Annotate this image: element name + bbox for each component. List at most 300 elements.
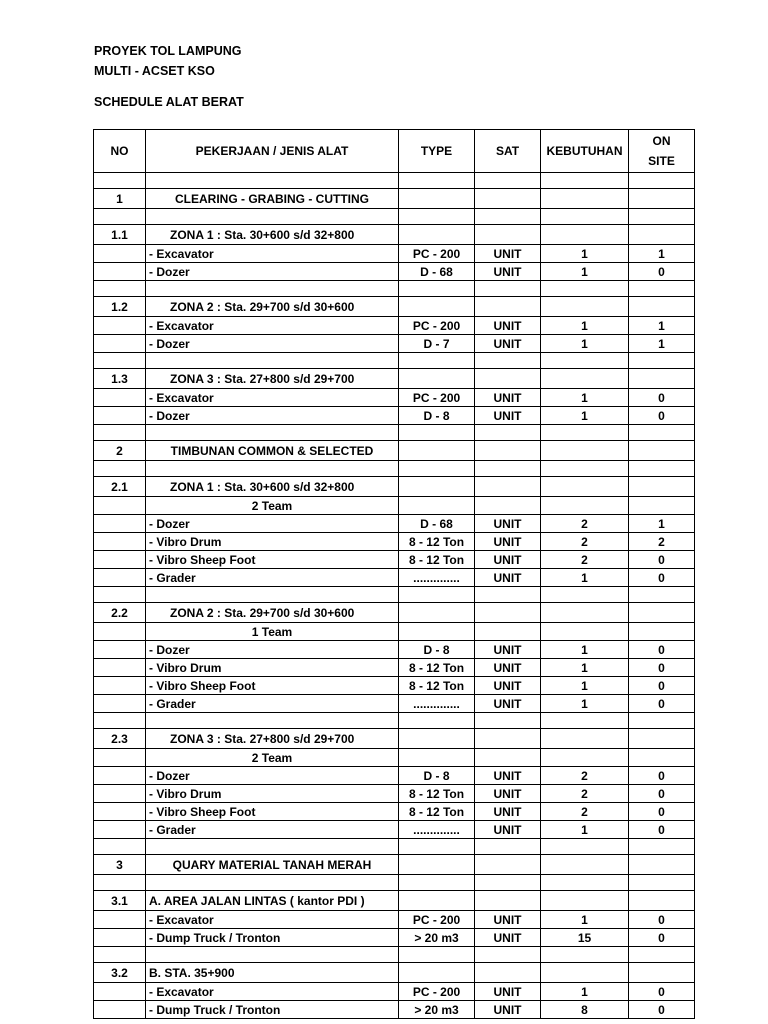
cell-unit: UNIT — [475, 245, 541, 263]
cell-unit: UNIT — [475, 641, 541, 659]
cell-no — [94, 929, 146, 947]
cell-unit: UNIT — [475, 515, 541, 533]
cell-unit: UNIT — [475, 677, 541, 695]
cell-unit: UNIT — [475, 803, 541, 821]
cell-job: - Dozer — [146, 263, 399, 281]
cell-on-site — [629, 369, 695, 389]
cell-type: > 20 m3 — [399, 1001, 475, 1019]
table-row — [94, 1001, 695, 1019]
cell-job: - Dozer — [146, 335, 399, 353]
cell-unit — [475, 749, 541, 767]
cell-on-site — [629, 209, 695, 225]
cell-on-site: 1 — [629, 317, 695, 335]
cell-no — [94, 515, 146, 533]
cell-job: - Vibro Drum — [146, 533, 399, 551]
cell-job: - Vibro Sheep Foot — [146, 551, 399, 569]
cell-job: - Excavator — [146, 911, 399, 929]
cell-no — [94, 749, 146, 767]
cell-unit — [475, 209, 541, 225]
cell-unit — [475, 713, 541, 729]
cell-job: 2 Team — [146, 749, 399, 767]
cell-type — [399, 369, 475, 389]
cell-type: 8 - 12 Ton — [399, 677, 475, 695]
table-row — [94, 767, 695, 785]
cell-no — [94, 551, 146, 569]
cell-no: 1.1 — [94, 225, 146, 245]
cell-on-site: 0 — [629, 389, 695, 407]
cell-requirement — [541, 891, 629, 911]
cell-type — [399, 855, 475, 875]
cell-no — [94, 803, 146, 821]
cell-on-site — [629, 963, 695, 983]
cell-type — [399, 441, 475, 461]
document-title: SCHEDULE ALAT BERAT — [94, 95, 244, 109]
cell-on-site: 1 — [629, 515, 695, 533]
cell-unit — [475, 729, 541, 749]
cell-type: > 20 m3 — [399, 929, 475, 947]
cell-requirement — [541, 425, 629, 441]
cell-requirement — [541, 713, 629, 729]
col-header-on-site-label: ON SITE — [648, 134, 675, 168]
cell-no — [94, 695, 146, 713]
cell-no: 1.2 — [94, 297, 146, 317]
cell-unit — [475, 225, 541, 245]
cell-job — [146, 425, 399, 441]
cell-requirement: 1 — [541, 335, 629, 353]
equipment-schedule-table — [93, 129, 695, 1019]
cell-no — [94, 785, 146, 803]
cell-type — [399, 749, 475, 767]
cell-job — [146, 947, 399, 963]
cell-unit — [475, 839, 541, 855]
table-row — [94, 875, 695, 891]
project-title: PROYEK TOL LAMPUNG — [94, 44, 242, 58]
cell-job: - Grader — [146, 821, 399, 839]
cell-requirement: 1 — [541, 245, 629, 263]
cell-no — [94, 983, 146, 1001]
cell-on-site: 0 — [629, 407, 695, 425]
cell-requirement: 1 — [541, 263, 629, 281]
table-row — [94, 587, 695, 603]
cell-requirement — [541, 623, 629, 641]
table-row — [94, 603, 695, 623]
cell-no — [94, 209, 146, 225]
cell-requirement — [541, 441, 629, 461]
table-row — [94, 803, 695, 821]
cell-type — [399, 497, 475, 515]
cell-type: 8 - 12 Ton — [399, 659, 475, 677]
table-row — [94, 623, 695, 641]
cell-on-site: 0 — [629, 911, 695, 929]
cell-unit: UNIT — [475, 911, 541, 929]
cell-unit: UNIT — [475, 929, 541, 947]
cell-job: - Excavator — [146, 389, 399, 407]
table-row — [94, 749, 695, 767]
cell-type — [399, 173, 475, 189]
cell-unit — [475, 173, 541, 189]
cell-on-site — [629, 855, 695, 875]
cell-type — [399, 587, 475, 603]
cell-no — [94, 335, 146, 353]
cell-on-site: 0 — [629, 677, 695, 695]
cell-requirement — [541, 587, 629, 603]
cell-on-site: 0 — [629, 785, 695, 803]
cell-job: ZONA 1 : Sta. 30+600 s/d 32+800 — [146, 477, 399, 497]
cell-unit — [475, 461, 541, 477]
cell-requirement: 1 — [541, 641, 629, 659]
cell-job: CLEARING - GRABING - CUTTING — [146, 189, 399, 209]
cell-unit — [475, 963, 541, 983]
cell-type: PC - 200 — [399, 389, 475, 407]
table-row — [94, 713, 695, 729]
cell-no — [94, 821, 146, 839]
cell-on-site — [629, 713, 695, 729]
cell-job: - Vibro Sheep Foot — [146, 677, 399, 695]
cell-no — [94, 713, 146, 729]
cell-job: - Dump Truck / Tronton — [146, 1001, 399, 1019]
table-row — [94, 641, 695, 659]
cell-no: 3.1 — [94, 891, 146, 911]
cell-unit — [475, 369, 541, 389]
table-row — [94, 297, 695, 317]
cell-no — [94, 461, 146, 477]
cell-no — [94, 659, 146, 677]
table-row — [94, 425, 695, 441]
cell-unit — [475, 603, 541, 623]
cell-on-site: 1 — [629, 335, 695, 353]
cell-requirement — [541, 369, 629, 389]
cell-no — [94, 497, 146, 515]
table-row — [94, 569, 695, 587]
table-row — [94, 695, 695, 713]
cell-no — [94, 641, 146, 659]
cell-job: - Excavator — [146, 983, 399, 1001]
cell-no: 1 — [94, 189, 146, 209]
cell-type — [399, 209, 475, 225]
cell-on-site: 0 — [629, 695, 695, 713]
cell-unit: UNIT — [475, 533, 541, 551]
cell-type: 8 - 12 Ton — [399, 533, 475, 551]
cell-type — [399, 963, 475, 983]
cell-on-site — [629, 623, 695, 641]
cell-job — [146, 461, 399, 477]
cell-requirement: 2 — [541, 785, 629, 803]
cell-on-site — [629, 189, 695, 209]
cell-no: 2.3 — [94, 729, 146, 749]
cell-requirement — [541, 855, 629, 875]
cell-on-site — [629, 353, 695, 369]
cell-no — [94, 911, 146, 929]
cell-unit: UNIT — [475, 335, 541, 353]
table-row — [94, 729, 695, 749]
col-header-on-site — [629, 130, 695, 173]
cell-type: PC - 200 — [399, 983, 475, 1001]
cell-requirement: 2 — [541, 515, 629, 533]
cell-on-site: 0 — [629, 1001, 695, 1019]
cell-on-site — [629, 875, 695, 891]
table-row — [94, 911, 695, 929]
cell-on-site — [629, 839, 695, 855]
cell-type — [399, 729, 475, 749]
table-row — [94, 947, 695, 963]
cell-no — [94, 389, 146, 407]
cell-requirement: 2 — [541, 803, 629, 821]
cell-requirement: 1 — [541, 659, 629, 677]
cell-requirement — [541, 839, 629, 855]
cell-no — [94, 947, 146, 963]
cell-no — [94, 623, 146, 641]
cell-no — [94, 425, 146, 441]
cell-unit — [475, 855, 541, 875]
cell-type — [399, 353, 475, 369]
cell-no — [94, 677, 146, 695]
cell-job: - Dozer — [146, 641, 399, 659]
cell-type — [399, 189, 475, 209]
cell-on-site — [629, 425, 695, 441]
cell-job: TIMBUNAN COMMON & SELECTED — [146, 441, 399, 461]
cell-requirement — [541, 225, 629, 245]
cell-type: .............. — [399, 695, 475, 713]
cell-on-site: 0 — [629, 641, 695, 659]
cell-on-site: 1 — [629, 245, 695, 263]
table-row — [94, 441, 695, 461]
cell-unit: UNIT — [475, 1001, 541, 1019]
cell-on-site: 0 — [629, 263, 695, 281]
cell-type — [399, 603, 475, 623]
cell-job: - Grader — [146, 695, 399, 713]
table-row — [94, 497, 695, 515]
cell-no — [94, 533, 146, 551]
cell-type: D - 68 — [399, 263, 475, 281]
cell-type: D - 8 — [399, 641, 475, 659]
table-row — [94, 785, 695, 803]
cell-requirement — [541, 297, 629, 317]
cell-requirement — [541, 749, 629, 767]
cell-type: 8 - 12 Ton — [399, 785, 475, 803]
table-row — [94, 317, 695, 335]
cell-on-site: 0 — [629, 767, 695, 785]
cell-unit: UNIT — [475, 659, 541, 677]
table-row — [94, 173, 695, 189]
cell-job: ZONA 1 : Sta. 30+600 s/d 32+800 — [146, 225, 399, 245]
cell-type: .............. — [399, 569, 475, 587]
cell-on-site — [629, 225, 695, 245]
cell-requirement: 1 — [541, 677, 629, 695]
cell-type — [399, 477, 475, 497]
cell-no: 2 — [94, 441, 146, 461]
cell-on-site: 0 — [629, 803, 695, 821]
cell-type: .............. — [399, 821, 475, 839]
cell-no — [94, 587, 146, 603]
cell-unit: UNIT — [475, 767, 541, 785]
cell-job — [146, 713, 399, 729]
col-header-type: TYPE — [399, 130, 475, 173]
table-row — [94, 677, 695, 695]
table-row — [94, 389, 695, 407]
table-row — [94, 963, 695, 983]
cell-on-site — [629, 441, 695, 461]
cell-requirement: 8 — [541, 1001, 629, 1019]
cell-no: 3.2 — [94, 963, 146, 983]
table-row — [94, 461, 695, 477]
cell-job: - Vibro Drum — [146, 785, 399, 803]
cell-type: PC - 200 — [399, 317, 475, 335]
cell-unit: UNIT — [475, 821, 541, 839]
col-header-unit: SAT — [475, 130, 541, 173]
cell-job: ZONA 3 : Sta. 27+800 s/d 29+700 — [146, 369, 399, 389]
table-row — [94, 891, 695, 911]
table-row — [94, 209, 695, 225]
cell-on-site: 0 — [629, 929, 695, 947]
cell-requirement — [541, 173, 629, 189]
cell-no — [94, 173, 146, 189]
cell-requirement — [541, 281, 629, 297]
cell-unit — [475, 281, 541, 297]
cell-type — [399, 297, 475, 317]
table-row — [94, 821, 695, 839]
cell-requirement — [541, 209, 629, 225]
table-row — [94, 533, 695, 551]
cell-type — [399, 623, 475, 641]
cell-job: - Dozer — [146, 515, 399, 533]
cell-requirement: 1 — [541, 983, 629, 1001]
cell-type — [399, 839, 475, 855]
cell-requirement: 1 — [541, 911, 629, 929]
cell-no — [94, 263, 146, 281]
cell-unit: UNIT — [475, 695, 541, 713]
cell-job: - Excavator — [146, 317, 399, 335]
cell-on-site: 0 — [629, 569, 695, 587]
cell-no — [94, 875, 146, 891]
cell-unit: UNIT — [475, 551, 541, 569]
cell-unit: UNIT — [475, 983, 541, 1001]
cell-no — [94, 407, 146, 425]
cell-on-site — [629, 477, 695, 497]
table-row — [94, 335, 695, 353]
table-row — [94, 839, 695, 855]
table-header-row — [94, 130, 695, 173]
cell-requirement — [541, 477, 629, 497]
table-row — [94, 407, 695, 425]
cell-requirement: 1 — [541, 407, 629, 425]
cell-type — [399, 425, 475, 441]
cell-unit: UNIT — [475, 407, 541, 425]
table-row — [94, 245, 695, 263]
cell-requirement — [541, 189, 629, 209]
cell-job: - Vibro Sheep Foot — [146, 803, 399, 821]
cell-requirement — [541, 963, 629, 983]
cell-type — [399, 891, 475, 911]
cell-on-site — [629, 461, 695, 477]
cell-on-site — [629, 497, 695, 515]
cell-no: 1.3 — [94, 369, 146, 389]
cell-job: B. STA. 35+900 — [146, 963, 399, 983]
cell-requirement — [541, 729, 629, 749]
cell-no — [94, 839, 146, 855]
cell-on-site — [629, 603, 695, 623]
table-body — [94, 173, 695, 1019]
cell-requirement — [541, 461, 629, 477]
cell-unit — [475, 189, 541, 209]
table-row — [94, 477, 695, 497]
table-row — [94, 225, 695, 245]
cell-job: 2 Team — [146, 497, 399, 515]
cell-requirement — [541, 947, 629, 963]
cell-job: - Grader — [146, 569, 399, 587]
cell-no — [94, 569, 146, 587]
cell-requirement: 1 — [541, 695, 629, 713]
cell-type: 8 - 12 Ton — [399, 803, 475, 821]
cell-requirement: 1 — [541, 389, 629, 407]
cell-job: - Vibro Drum — [146, 659, 399, 677]
cell-on-site: 0 — [629, 821, 695, 839]
table-row — [94, 855, 695, 875]
cell-no — [94, 317, 146, 335]
cell-type: D - 68 — [399, 515, 475, 533]
cell-unit — [475, 297, 541, 317]
table-row — [94, 515, 695, 533]
cell-type: PC - 200 — [399, 245, 475, 263]
cell-job — [146, 281, 399, 297]
cell-on-site — [629, 587, 695, 603]
cell-on-site — [629, 891, 695, 911]
cell-type — [399, 947, 475, 963]
cell-unit: UNIT — [475, 263, 541, 281]
table-row — [94, 659, 695, 677]
col-header-no: NO — [94, 130, 146, 173]
cell-type — [399, 225, 475, 245]
cell-on-site — [629, 297, 695, 317]
cell-no: 2.2 — [94, 603, 146, 623]
cell-unit: UNIT — [475, 569, 541, 587]
cell-unit — [475, 425, 541, 441]
cell-job: - Dozer — [146, 407, 399, 425]
cell-no — [94, 245, 146, 263]
col-header-requirement: KEBUTUHAN — [541, 130, 629, 173]
cell-requirement: 2 — [541, 551, 629, 569]
cell-on-site — [629, 281, 695, 297]
cell-on-site: 2 — [629, 533, 695, 551]
cell-type: D - 8 — [399, 407, 475, 425]
table-row — [94, 929, 695, 947]
cell-requirement — [541, 497, 629, 515]
cell-job: A. AREA JALAN LINTAS ( kantor PDI ) — [146, 891, 399, 911]
table-row — [94, 263, 695, 281]
table-row — [94, 369, 695, 389]
table-row — [94, 353, 695, 369]
cell-on-site: 0 — [629, 659, 695, 677]
cell-unit: UNIT — [475, 785, 541, 803]
cell-job: - Dump Truck / Tronton — [146, 929, 399, 947]
cell-type — [399, 461, 475, 477]
cell-on-site — [629, 729, 695, 749]
cell-type: PC - 200 — [399, 911, 475, 929]
cell-job — [146, 173, 399, 189]
table-row — [94, 281, 695, 297]
cell-no: 3 — [94, 855, 146, 875]
cell-unit: UNIT — [475, 317, 541, 335]
cell-unit — [475, 587, 541, 603]
cell-requirement: 2 — [541, 767, 629, 785]
cell-job: - Dozer — [146, 767, 399, 785]
cell-unit — [475, 441, 541, 461]
cell-type: D - 8 — [399, 767, 475, 785]
cell-unit — [475, 623, 541, 641]
cell-job: ZONA 2 : Sta. 29+700 s/d 30+600 — [146, 603, 399, 623]
cell-unit — [475, 875, 541, 891]
cell-requirement: 1 — [541, 569, 629, 587]
cell-requirement: 1 — [541, 821, 629, 839]
